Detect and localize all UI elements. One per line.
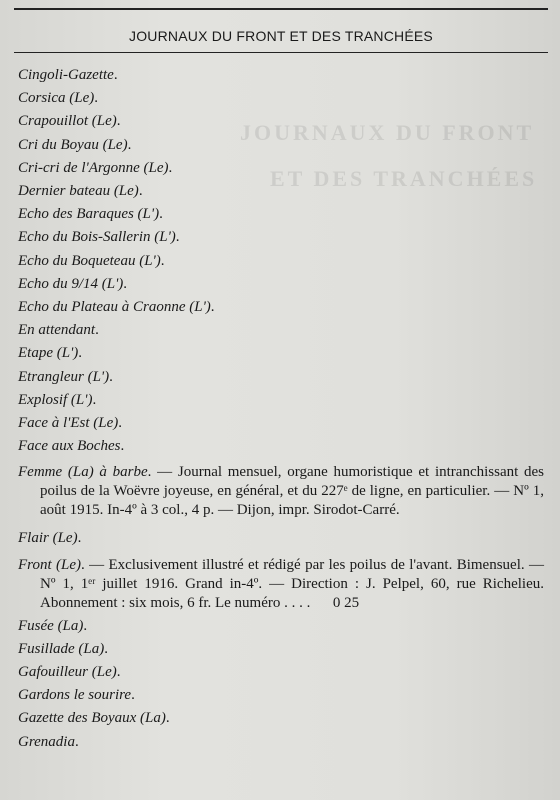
entry-title: Femme (La) à barbe bbox=[18, 464, 148, 481]
list-item bbox=[18, 661, 544, 684]
entry-tail: . bbox=[210, 299, 215, 316]
entry-tail: . bbox=[92, 391, 97, 408]
top-rule bbox=[14, 8, 548, 10]
list-item bbox=[18, 342, 544, 365]
entry-title: Face aux Boches bbox=[18, 438, 121, 455]
entry-tail: . bbox=[78, 345, 83, 362]
entry-tail: . bbox=[94, 90, 98, 107]
list-item bbox=[18, 134, 544, 157]
entry-tail: . bbox=[95, 322, 99, 339]
entry-title: Fusillade (La) bbox=[18, 640, 105, 657]
list-item bbox=[18, 319, 544, 342]
list-item bbox=[18, 250, 544, 273]
entry-title: Gazette des Boyaux (La) bbox=[18, 710, 166, 727]
entry-tail: . bbox=[160, 252, 165, 269]
entry-tail: . bbox=[74, 733, 79, 750]
entry-title: Cri-cri de l'Argonne (Le) bbox=[18, 159, 169, 176]
list-item bbox=[18, 64, 544, 87]
entry-title: Echo du Boqueteau (L') bbox=[18, 252, 161, 269]
entry-title: Gafouilleur (Le) bbox=[18, 664, 117, 681]
bleed-through-text: ET DES TRANCHÉES bbox=[270, 166, 538, 191]
bleed-through-text: JOURNAUX DU FRONT bbox=[240, 120, 535, 145]
entry-tail: . bbox=[165, 710, 170, 727]
entry-tail: . bbox=[113, 67, 118, 83]
entry-femme bbox=[18, 463, 544, 520]
entry-tail: . bbox=[159, 206, 163, 223]
entry-title: Grenadia bbox=[18, 733, 75, 750]
entry-title: Echo du Plateau à Craonne (L') bbox=[18, 299, 211, 316]
list-item bbox=[18, 110, 544, 133]
entry-title: Echo du 9/14 (L') bbox=[18, 275, 124, 292]
list-item bbox=[18, 435, 544, 458]
entry-title: Front (Le) bbox=[18, 556, 81, 573]
list-item bbox=[18, 615, 544, 638]
list-item bbox=[18, 366, 544, 389]
page-header: JOURNAUX DU FRONT ET DES TRANCHÉES bbox=[129, 28, 433, 44]
entry-title: Etrangleur (L') bbox=[18, 368, 110, 385]
entry-title: Crapouillot (Le) bbox=[18, 113, 117, 130]
list-item bbox=[18, 731, 544, 754]
entry-flair bbox=[18, 527, 544, 550]
list-item bbox=[18, 180, 544, 203]
entry-tail: . bbox=[116, 113, 121, 130]
entry-front bbox=[18, 556, 544, 613]
entry-body: . — Exclusivement illustré et rédigé par les poilus de l'avant. Bimensuel. — Nº 1, 1ᵉʳ juillet 1916. Grand in-4º. — Direction : J. Pelpel, 60, rue Richelieu. Abonnement : six mois, 6 fr. Le numéro bbox=[40, 556, 544, 611]
entry-tail: . bbox=[127, 136, 132, 153]
entry-title: Echo du Bois-Sallerin (L') bbox=[18, 229, 176, 246]
entry-tail: . bbox=[77, 530, 82, 547]
list-item bbox=[18, 296, 544, 319]
list-item bbox=[18, 87, 544, 110]
entry-price: 0 25 bbox=[332, 594, 360, 611]
entry-tail: . bbox=[104, 640, 108, 657]
entry-tail: . bbox=[138, 183, 143, 200]
entry-title: Cingoli-Gazette bbox=[18, 67, 114, 83]
entry-title: Face à l'Est (Le) bbox=[18, 415, 119, 432]
entry-title: Explosif (L') bbox=[18, 391, 93, 408]
entry-title: En attendant bbox=[18, 322, 96, 339]
entry-title: Corsica (Le) bbox=[18, 90, 95, 107]
list-item bbox=[18, 226, 544, 249]
entry-tail: . bbox=[120, 438, 125, 455]
list-item bbox=[18, 707, 544, 730]
entry-dots: . . . . bbox=[284, 594, 311, 611]
entry-tail: . bbox=[83, 617, 88, 634]
entry-tail: . bbox=[123, 275, 128, 292]
entry-title: Etape (L') bbox=[18, 345, 79, 362]
entry-title: Flair (Le) bbox=[18, 530, 78, 547]
list-item bbox=[18, 157, 544, 180]
entry-title: Cri du Boyau (Le) bbox=[18, 136, 128, 153]
list-item bbox=[18, 389, 544, 412]
entry-body: . — Journal mensuel, organe humoristique et intranchissant des poilus de la Woëvre joyeuse, en général, et du 227ᵉ de ligne, en particulier. — Nº 1, août 1915. In-4º à 3 col., 4 p. — Dijon, impr. Sirodot-Carré. bbox=[40, 464, 544, 519]
entry-tail: . bbox=[175, 229, 180, 246]
entry-group bbox=[18, 64, 544, 458]
entry-tail: . bbox=[131, 687, 135, 704]
list-item bbox=[18, 684, 544, 707]
list-item bbox=[18, 638, 544, 661]
entry-tail: . bbox=[116, 664, 121, 681]
entry-tail: . bbox=[118, 415, 123, 432]
header-rule bbox=[14, 52, 548, 53]
list-item bbox=[18, 273, 544, 296]
entry-title: Gardons le sourire bbox=[18, 687, 132, 704]
entry-group bbox=[18, 615, 544, 754]
list-item bbox=[18, 203, 544, 226]
entry-tail: . bbox=[109, 368, 113, 385]
entry-tail: . bbox=[168, 159, 173, 176]
list-item bbox=[18, 412, 544, 435]
entry-title: Fusée (La) bbox=[18, 617, 84, 634]
entry-title: Dernier bateau (Le) bbox=[18, 183, 139, 200]
entry-list bbox=[18, 64, 544, 754]
entry-title: Echo des Baraques (L') bbox=[18, 206, 160, 223]
